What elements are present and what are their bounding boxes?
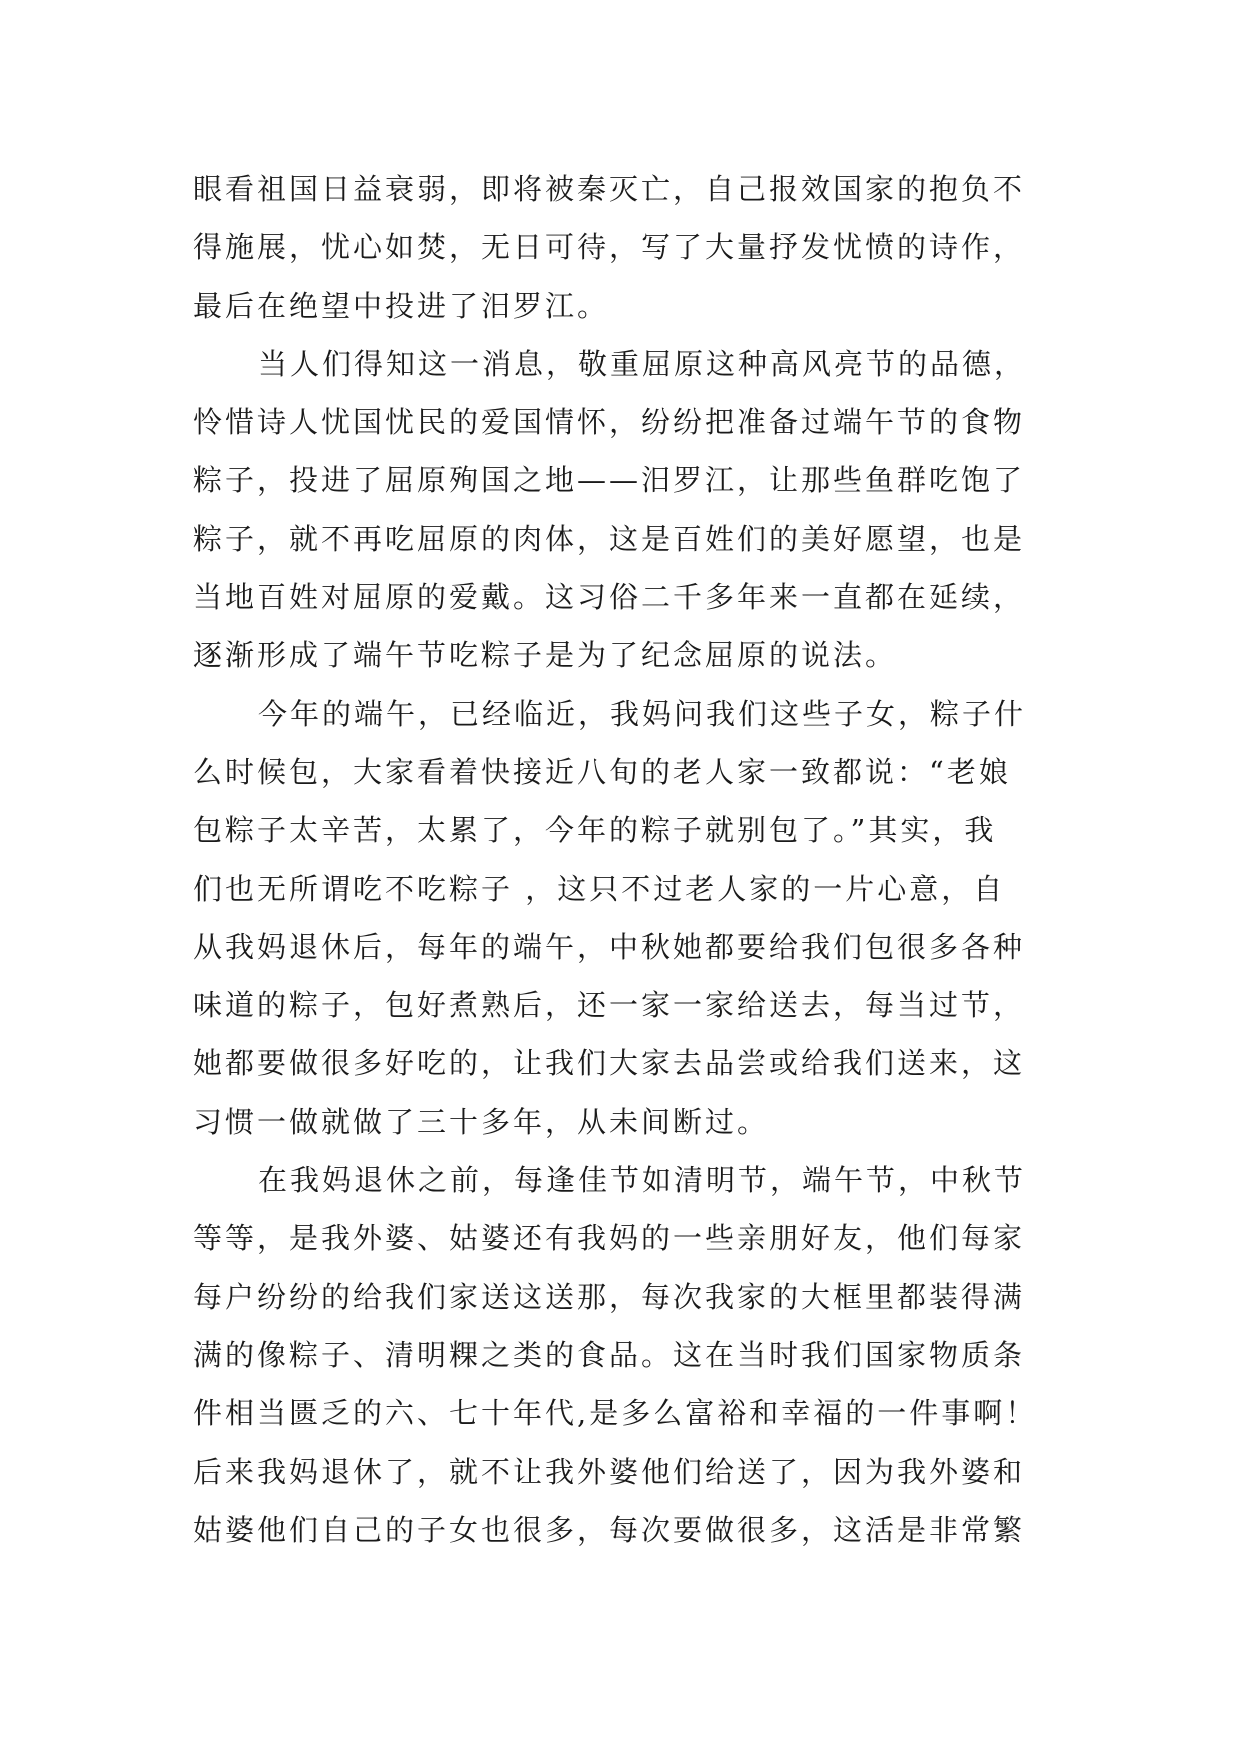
text-line: 习惯一做就做了三十多年，从未间断过。 (193, 1104, 770, 1139)
text-line: 粽子，投进了屈原殉国之地——汨罗江，让那些鱼群吃饱了 (193, 463, 1026, 498)
text-line: 得施展，忧心如焚，无日可待，写了大量抒发忧愤的诗作， (193, 230, 1026, 265)
text-line: 从我妈退休后，每年的端午，中秋她都要给我们包很多各种 (193, 929, 1026, 964)
text-line: 姑婆他们自己的子女也很多，每次要做很多，这活是非常繁 (193, 1512, 1026, 1547)
text-line: 件相当匮乏的六、七十年代,是多么富裕和幸福的一件事啊！ (193, 1396, 1038, 1431)
text-line: 眼看祖国日益衰弱，即将被秦灭亡，自己报效国家的抱负不 (193, 172, 1026, 206)
text-line: 满的像粽子、清明粿之类的食品。这在当时我们国家物质条 (193, 1337, 1026, 1372)
paragraph-first-line: 今年的端午，已经临近，我妈问我们这些子女，粽子什 (258, 696, 1027, 731)
text-line: 包粽子太辛苦，太累了，今年的粽子就别包了。”其实，我 (193, 813, 997, 848)
text-line: 逐渐形成了端午节吃粽子是为了纪念屈原的说法。 (193, 638, 898, 673)
text-line: 粽子，就不再吃屈原的肉体，这是百姓们的美好愿望，也是 (193, 521, 1026, 556)
paragraph-first-line: 在我妈退休之前，每逢佳节如清明节，端午节，中秋节 (258, 1163, 1027, 1198)
document-body (193, 160, 1053, 1559)
text-line: 她都要做很多好吃的，让我们大家去品尝或给我们送来，这 (193, 1046, 1026, 1081)
text-line: 当地百姓对屈原的爱戴。这习俗二千多年来一直都在延续， (193, 580, 1026, 615)
text-line: 味道的粽子，包好煮熟后，还一家一家给送去，每当过节， (193, 988, 1026, 1023)
text-line: 么时候包，大家看着快接近八旬的老人家一致都说：“老娘 (193, 754, 1011, 789)
text-line: 后来我妈退休了，就不让我外婆他们给送了，因为我外婆和 (193, 1454, 1026, 1489)
text-line: 每户纷纷的给我们家送这送那，每次我家的大框里都装得满 (193, 1279, 1026, 1314)
text-line: 最后在绝望中投进了汨罗江。 (193, 288, 610, 323)
text-line: 等等，是我外婆、姑婆还有我妈的一些亲朋好友，他们每家 (193, 1221, 1026, 1256)
paragraph-first-line: 当人们得知这一消息，敬重屈原这种高风亮节的品德， (258, 346, 1027, 381)
text-line: 怜惜诗人忧国忧民的爱国情怀，纷纷把准备过端午节的食物 (193, 405, 1026, 440)
text-line: 们也无所谓吃不吃粽子 ，这只不过老人家的一片心意，自 (193, 871, 1006, 906)
